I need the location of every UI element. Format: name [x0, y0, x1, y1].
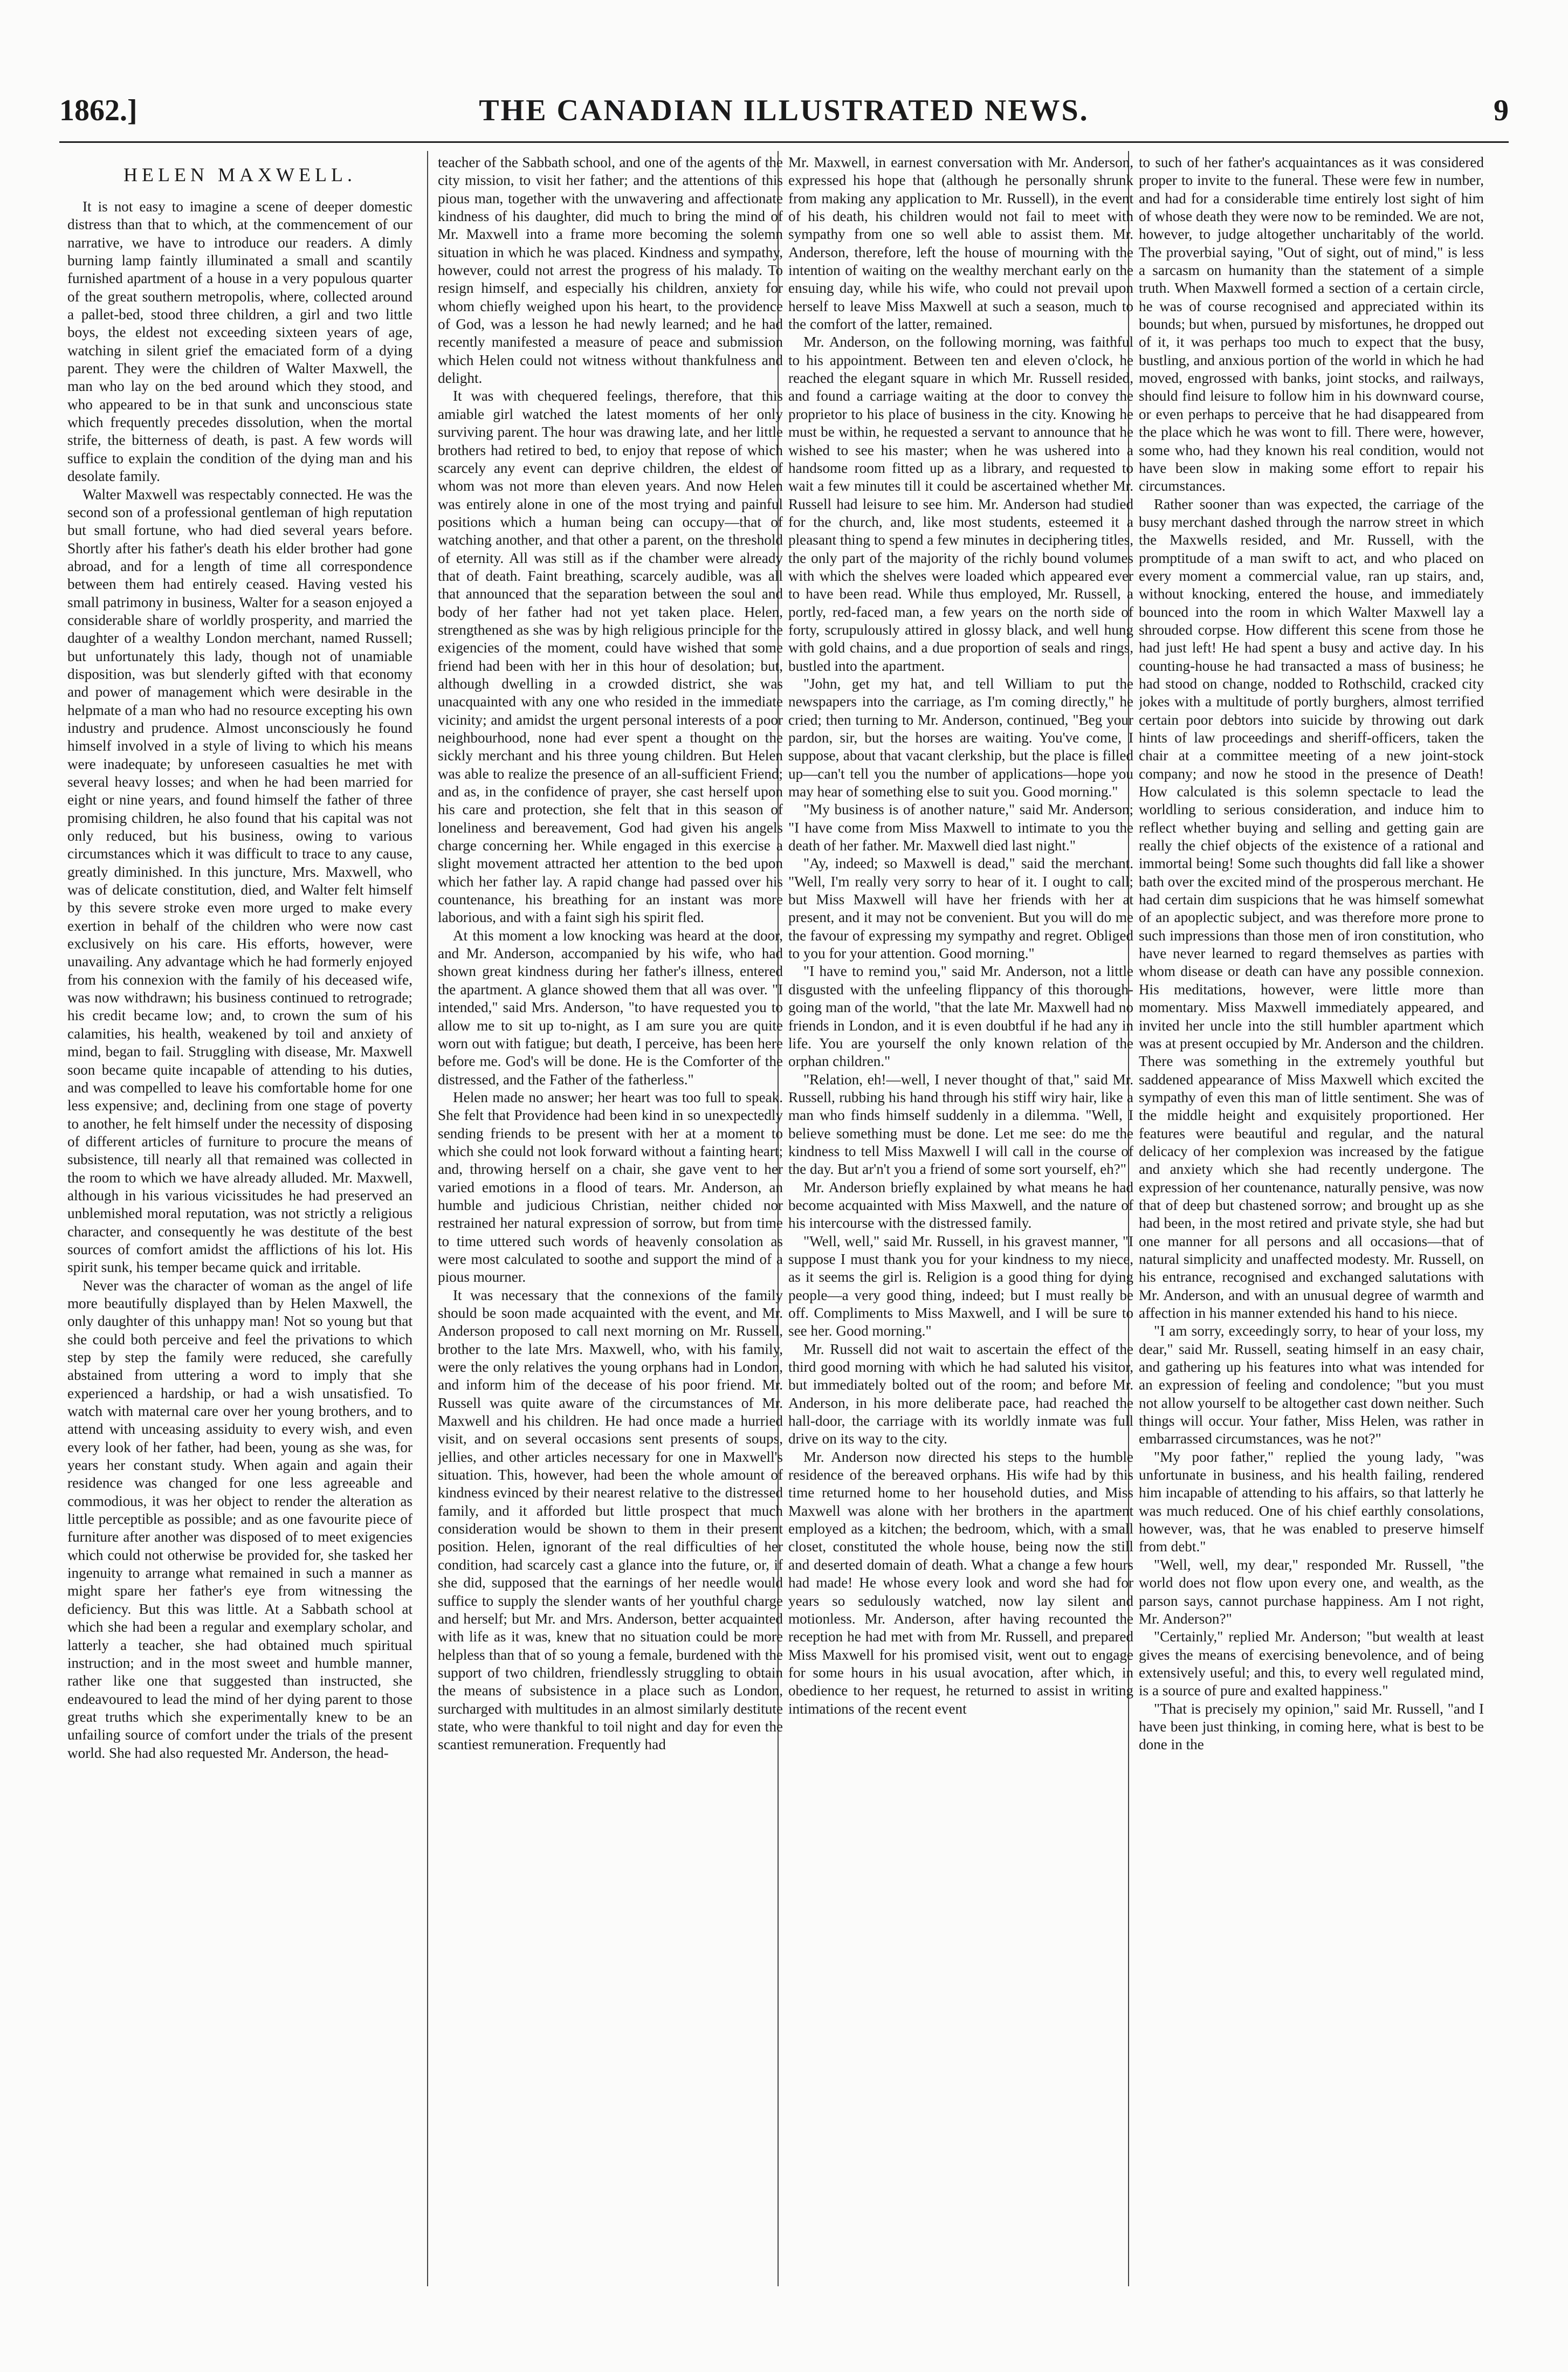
paragraph: Rather sooner than was expected, the carriage of the busy merchant dashed through the narrow street in which the Maxwells resided, and Mr. Russell, with the promptitude of a man swift to act, and who placed on every moment a commercial value, ran up stairs, and, without knocking, entered the house, and immediately bounced into the room in which Walter Maxwell lay a shrouded corpse. How different this scene from those he had just left! He had spent a busy and active day. In his counting-house he had transacted a mass of business; he had stood on change, nodded to Rothschild, cracked city jokes with a multitude of portly burghers, almost terrified certain poor debtors into suicide by throwing out dark hints of law proceedings and sheriff-officers, taken the chair at a committee meeting of a new joint-stock company; and now he stood in the presence of Death! How calculated is this solemn spectacle to lead the worldling to serious consideration, and induce him to reflect whether buying and selling and getting gain are really the chief objects of the existence of a rational and immortal being! Some such thoughts did fall like a shower bath over the excited mind of the prosperous merchant. He had certain dim suspicions that he was himself somewhat of an apoplectic subject, and was therefore more prone to such impressions than those men of iron constitution, who have never learned to regard themselves as parties with whom disease or death can have any possible connexion. His meditations, however, were little more than momentary. Miss Maxwell immediately appeared, and invited her uncle into the still humbler apartment which was at present occupied by Mr. Anderson and the children. There was something in the extremely youthful but saddened appearance of Miss Maxwell which excited the sympathy of even this man of little sentiment. She was of the middle height and exquisitely proportioned. Her features were beautiful and regular, and the natural delicacy of her complexion was increased by the fatigue and anxiety which she had recently undergone. The expression of her countenance, naturally pensive, was now that of deep but chastened sorrow; and brought up as she had been, in the most retired and private style, she had but one manner for all persons and all occasions—that of natural simplicity and unaffected modesty. Mr. Russell, on his entrance, recognised and exchanged salutations with Mr. Anderson, and with an unusual degree of warmth and affection in his manner extended his hand to his niece.	[1139, 496, 1484, 1321]
paragraph: Mr. Anderson now directed his steps to the humble residence of the bereaved orphans. His wife had by this time returned home to her household duties, and Miss Maxwell was alone with her brothers in the apartment employed as a kitchen; the bedroom, which, with a small closet, constituted the whole house, being now the still and deserted domain of death. What a change a few hours had made! He whose every look and word she had for years so sedulously watched, now lay silent and motionless. Mr. Anderson, after having recounted the reception he had met with from Mr. Russell, and prepared Miss Maxwell for his promised visit, went out to engage for some hours in his usual avocation, after which, in obedience to her request, he returned to assist in writing intimations of the recent event	[788, 1448, 1133, 1717]
paragraph: "Well, well, my dear," responded Mr. Russell, "the world does not flow upon every one, and wealth, as the parson says, cannot purchase happiness. Am I not right, Mr. Anderson?"	[1139, 1556, 1484, 1627]
column-divider	[427, 151, 428, 2286]
paragraph: to such of her father's acquaintances as it was considered proper to invite to the funeral. These were few in number, and had for a considerable time entirely lost sight of him of whose death they were now to be reminded. We are not, however, to judge altogether uncharitably of the world. The proverbial saying, "Out of sight, out of mind," is less a sarcasm on humanity than the statement of a simple truth. When Maxwell formed a section of a certain circle, he was of course recognised and appreciated within its bounds; but when, pursued by misfortunes, he dropped out of it, it was perhaps too much to expect that the busy, bustling, and anxious portion of the world in which he had moved, engrossed with banks, joint stocks, and railways, should find leisure to follow him in his downward course, or even perhaps to perceive that he had disappeared from the place which he was wont to fill. There were, however, some who, had they known his real condition, would not have been slow in making some effort to repair his circumstances.	[1139, 154, 1484, 494]
header-rule	[59, 141, 1509, 143]
paragraph: At this moment a low knocking was heard at the door, and Mr. Anderson, accompanied by his wife, who had shown great kindness during her father's illness, entered the apartment. A glance showed them that all was over. "I intended," said Mrs. Anderson, "to have requested you to allow me to sit up to-night, as I am sure you are quite worn out with fatigue; but death, I perceive, has been here before me. God's will be done. He is the Comforter of the distressed, and the Father of the fatherless."	[438, 927, 783, 1088]
paragraph: "My poor father," replied the young lady, "was unfortunate in business, and his health failing, rendered him incapable of attending to his affairs, so that latterly he was much reduced. One of his chief earthly consolations, however, was, that he was enabled to preserve himself from debt."	[1139, 1448, 1484, 1555]
paragraph: Mr. Maxwell, in earnest conversation with Mr. Anderson, expressed his hope that (although he personally shrunk from making any application to Mr. Russell), in the event of his death, his children would not fail to meet with sympathy from one so well able to assist them. Mr. Anderson, therefore, left the house of mourning with the intention of waiting on the wealthy merchant early on the ensuing day, while his wife, who could not prevail upon herself to leave Miss Maxwell at such a season, much to the comfort of the latter, remained.	[788, 154, 1133, 333]
paragraph: "Well, well," said Mr. Russell, in his gravest manner, "I suppose I must thank you for your kindness to my niece, as it seems the girl is. Religion is a good thing for dying people—a very good thing, indeed; but I must really be off. Compliments to Miss Maxwell, and I will be sure to see her. Good morning."	[788, 1233, 1133, 1339]
text-column-3	[788, 154, 1133, 2284]
paragraph: teacher of the Sabbath school, and one of the agents of the city mission, to visit her father; and the attentions of this pious man, together with the unwavering and affectionate kindness of his daughter, did much to bring the mind of Mr. Maxwell into a frame more becoming the solemn situation in which he was placed. Kindness and sympathy, however, could not arrest the progress of his malady. To resign himself, and especially his children, anxiety for whom chiefly weighed upon his heart, to the providence of God, was a lesson he had newly learned; and he had recently manifested a measure of peace and submission which Helen could not witness without thankfulness and delight.	[438, 154, 783, 387]
paragraph: "My business is of another nature," said Mr. Anderson; "I have come from Miss Maxwell to intimate to you the death of her father. Mr. Maxwell died last night."	[788, 801, 1133, 854]
page-number: 9	[1494, 94, 1509, 127]
paragraph: Walter Maxwell was respectably connected. He was the second son of a professional gentleman of high reputation but small fortune, who had died several years before. Shortly after his father's death his elder brother had gone abroad, and for a length of time all correspondence between them had entirely ceased. Having vested his small patrimony in business, Walter for a season enjoyed a considerable share of worldly prosperity, and married the daughter of a wealthy London merchant, named Russell; but unfortunately this lady, though not of unamiable disposition, was but slenderly gifted with that economy and power of management which were desirable in the helpmate of a man who had no resource excepting his own industry and prudence. Almost unconsciously he found himself involved in a style of living to which his means were inadequate; by unforeseen casualties he met with several heavy losses; and when he had been married for eight or nine years, and found himself the father of three promising children, he also found that his capital was not only reduced, but his business, owing to various circumstances which it was difficult to trace to any cause, greatly diminished. In this juncture, Mrs. Maxwell, who was of delicate constitution, died, and Walter felt himself by this severe stroke even more urged to make every exertion in behalf of the children who were now cast exclusively on his care. His efforts, however, were unavailing. Any advantage which he had formerly enjoyed from his connexion with the family of his deceased wife, was now withdrawn; his business continued to retrograde; his credit became low; and, to crown the sum of his calamities, his health, weakened by toil and anxiety of mind, began to fail. Struggling with disease, Mr. Maxwell soon became quite incapable of attending to his duties, and was compelled to leave his comfortable home for one less expensive; and, declining from one stage of poverty to another, he felt himself under the necessity of disposing of different articles of furniture to procure the means of subsistence, till nearly all that remained was collected in the room to which we have already alluded. Mr. Maxwell, although in his various vicissitudes he had preserved an unblemished moral reputation, was not strictly a religious character, and consequently he was destitute of the best sources of comfort amidst the afflictions of his lot. His spirit sunk, his temper became quick and irritable.	[67, 486, 412, 1276]
text-column-1	[67, 154, 412, 2284]
paragraph: Mr. Russell did not wait to ascertain the effect of the third good morning with which he had saluted his visitor, but immediately bolted out of the room; and before Mr. Anderson, in his more deliberate pace, had reached the hall-door, the carriage with its worldly inmate was full drive on its way to the city.	[788, 1340, 1133, 1447]
paragraph: Helen made no answer; her heart was too full to speak. She felt that Providence had been kind in so unexpectedly sending friends to be present with her at a moment to which she could not look forward without a fainting heart; and, throwing herself on a chair, she gave vent to her varied emotions in a flood of tears. Mr. Anderson, an humble and judicious Christian, neither chided nor restrained her natural expression of sorrow, but from time to time uttered such words of heavenly consolation as were most calculated to soothe and support the mind of a pious mourner.	[438, 1089, 783, 1285]
paragraph: Mr. Anderson briefly explained by what means he had become acquainted with Miss Maxwell, and the nature of his intercourse with the distressed family.	[788, 1179, 1133, 1232]
paragraph: "John, get my hat, and tell William to put the newspapers into the carriage, as I'm coming directly," he cried; then turning to Mr. Anderson, continued, "Beg your pardon, sir, but the horses are waiting. You've come, I suppose, about that vacant clerkship, but the place is filled up—can't tell you the number of applications—hope you may hear of something else to suit you. Good morning."	[788, 675, 1133, 800]
paragraph: Never was the character of woman as the angel of life more beautifully displayed than by Helen Maxwell, the only daughter of this unhappy man! Not so young but that she could both perceive and feel the privations to which step by step the family were reduced, she carefully abstained from uttering a word to imply that she experienced a hardship, or had a wish unsatisfied. To watch with maternal care over her young brothers, and to attend with unceasing assiduity to every wish, and even every look of her father, had been, young as she was, for years her constant study. When again and again their residence was changed for one less agreeable and commodious, it was her object to render the alteration as little perceptible as possible; and as one favourite piece of furniture after another was disposed of to meet exigencies which could not otherwise be provided for, she tasked her ingenuity to arrange what remained in such a manner as might spare her father's eye from witnessing the deficiency. But this was little. At a Sabbath school at which she had been a regular and exemplary scholar, and latterly a teacher, she had obtained much spiritual instruction; and in the most sweet and humble manner, rather like one that suggested than instructed, she endeavoured to lead the mind of her dying parent to those great truths which she experimentally knew to be an unfailing source of comfort under the trials of the present world. She had also requested Mr. Anderson, the head-	[67, 1277, 412, 1761]
paragraph: It is not easy to imagine a scene of deeper domestic distress than that to which, at the commencement of our narrative, we have to introduce our readers. A dimly burning lamp faintly illuminated a small and scantily furnished apartment of a house in a very populous quarter of the great southern metropolis, where, collected around a pallet-bed, stood three children, a girl and two little boys, the eldest not exceeding sixteen years of age, watching in silent grief the emaciated form of a dying parent. They were the children of Walter Maxwell, the man who lay on the bed around which they stood, and who appeared to be in that sunk and unconscious state which frequently precedes dissolution, when the mortal strife, the bitterness of death, is past. A few words will suffice to explain the condition of the dying man and his desolate family.	[67, 198, 412, 485]
paragraph: "I am sorry, exceedingly sorry, to hear of your loss, my dear," said Mr. Russell, seating himself in an easy chair, and gathering up his features into what was intended for an expression of feeling and condolence; "but you must not allow yourself to be altogether cast down neither. Such things will occur. Your father, Miss Helen, was rather in embarrassed circumstances, was he not?"	[1139, 1323, 1484, 1447]
paragraph: Mr. Anderson, on the following morning, was faithful to his appointment. Between ten and eleven o'clock, he reached the elegant square in which Mr. Russell resided, and found a carriage waiting at the door to convey the proprietor to his place of business in the city. Knowing he must be within, he requested a servant to announce that he wished to see his master; when he was ushered into a handsome room fitted up as a library, and requested to wait a few minutes till it could be ascertained whether Mr. Russell had leisure to see him. Mr. Anderson had studied for the church, and, like most students, esteemed it a pleasant thing to spend a few minutes in deciphering titles, the only part of the majority of the richly bound volumes with which the shelves were loaded which appeared ever to have been read. While thus employed, Mr. Russell, a portly, red-faced man, a few years on the north side of forty, scrupulously attired in glossy black, and well hung with gold chains, and a due proportion of seals and rings, bustled into the apartment.	[788, 334, 1133, 674]
text-column-4	[1139, 154, 1484, 2284]
paragraph: It was necessary that the connexions of the family should be soon made acquainted with the event, and Mr. Anderson proposed to call next morning on Mr. Russell, brother to the late Mrs. Maxwell, who, with his family, were the only relatives the young orphans had in London, and inform him of the decease of his poor friend. Mr. Russell was quite aware of the circumstances of Mr. Maxwell and his children. He had once made a hurried visit, and on several occasions sent presents of soups, jellies, and other articles necessary for one in Maxwell's situation. This, however, had been the whole amount of kindness evinced by their nearest relative to the distressed family, and it afforded but little prospect that much consideration would be shown to them in their present position. Helen, ignorant of the real difficulties of her condition, had scarcely cast a glance into the future, or, if she did, supposed that the earnings of her needle would suffice to supply the slender wants of her youthful charge and herself; but Mr. and Mrs. Anderson, better acquainted with life as it was, knew that no situation could be more helpless than that of so young a female, burdened with the support of two children, friendlessly struggling to obtain the means of subsistence in a place such as London, surcharged with multitudes in an almost similarly destitute state, who were thankful to toil night and day for even the scantiest remuneration. Frequently had	[438, 1287, 783, 1753]
page-header	[59, 92, 1509, 140]
paragraph: "Relation, eh!—well, I never thought of that," said Mr. Russell, rubbing his hand through his stiff wiry hair, like a man who finds himself suddenly in a dilemma. "Well, I believe something must be done. Let me see: do me the kindness to tell Miss Maxwell I will call in the course of the day. But ar'n't you a friend of some sort yourself, eh?"	[788, 1071, 1133, 1178]
text-column-2	[438, 154, 783, 2284]
story-title: HELEN MAXWELL.	[123, 164, 356, 185]
paragraph: "I have to remind you," said Mr. Anderson, not a little disgusted with the unfeeling flippancy of this thorough-going man of the world, "that the late Mr. Maxwell had no friends in London, and it is even doubtful if he had any in life. You are yourself the only known relation of the orphan children."	[788, 963, 1133, 1070]
paragraph: "Certainly," replied Mr. Anderson; "but wealth at least gives the means of exercising benevolence, and of being extensively useful; and this, to every well regulated mind, is a source of pure and exalted happiness."	[1139, 1628, 1484, 1699]
paragraph: It was with chequered feelings, therefore, that this amiable girl watched the latest moments of her only surviving parent. The hour was drawing late, and her little brothers had retired to bed, to enjoy that repose of which scarcely any event can deprive children, the eldest of whom was not more than eleven years. And now Helen was entirely alone in one of the most trying and painful positions which a human being can occupy—that of watching another, and that other a parent, on the threshold of eternity. All was still as if the chamber were already that of death. Faint breathing, scarcely audible, was all that announced that the separation between the soul and body of her father had not yet taken place. Helen, strengthened as she was by high religious principle for the exigencies of the moment, could have wished that some friend had been with her in this hour of desolation; but, although dwelling in a crowded district, she was unacquainted with any one who resided in the immediate vicinity; and amidst the urgent personal interests of a poor neighbourhood, none had ever spent a thought on the sickly merchant and his three young children. But Helen was able to realize the presence of an all-sufficient Friend; and as, in the confidence of prayer, she cast herself upon his care and protection, she felt that in this season of loneliness and bereavement, God had given his angels charge concerning her. While engaged in this exercise a slight movement attracted her attention to the bed upon which her father lay. A rapid change had passed over his countenance, his breathing for an instant was more laborious, and with a faint sigh his spirit fled.	[438, 388, 783, 926]
issue-date: 1862.]	[59, 94, 137, 127]
paragraph: "Ay, indeed; so Maxwell is dead," said the merchant. "Well, I'm really very sorry to hear of it. I ought to call; but Miss Maxwell will have her friends with her at present, and it may not be convenient. But you will do me the favour of expressing my sympathy and regret. Obliged to you for your attention. Good morning."	[788, 855, 1133, 962]
masthead-title: THE CANADIAN ILLUSTRATED NEWS.	[479, 94, 1089, 127]
paragraph: "That is precisely my opinion," said Mr. Russell, "and I have been just thinking, in coming here, what is best to be done in the	[1139, 1700, 1484, 1753]
